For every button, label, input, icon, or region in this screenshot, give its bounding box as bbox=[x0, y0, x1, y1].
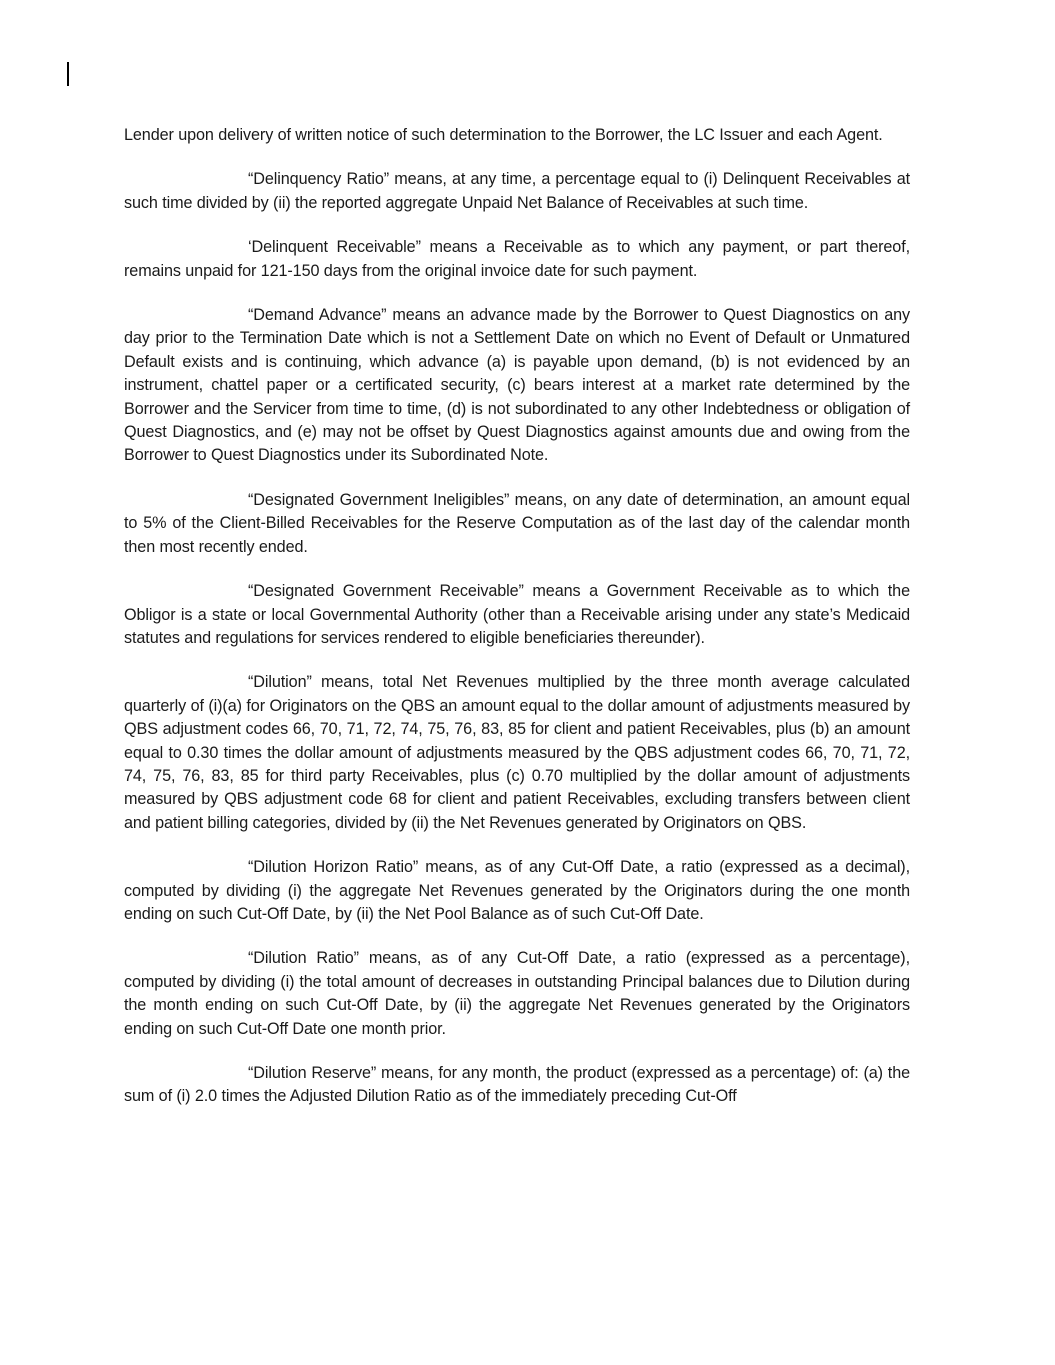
definition-demand-advance: “Demand Advance” means an advance made by the Borrower to Quest Diagnostics on any day prior to the Termination Date which is not a Settlement Date on which no Event of Default or Unmatured Default exists and is continuing, which advance (a) is payable upon demand, (b) is not evidenced by an instrument, chattel paper or a certificated security, (c) bears interest at a market rate determined by the Borrower and the Servicer from time to time, (d) is not subordinated to any other Indebtedness or obligation of Quest Diagnostics, and (e) may not be offset by Quest Diagnostics against amounts due and owing from the Borrower to Quest Diagnostics under its Subordinated Note. bbox=[124, 306, 910, 465]
document-body bbox=[124, 124, 910, 1109]
definition-dilution: “Dilution” means, total Net Revenues multiplied by the three month average calculated quarterly of (i)(a) for Originators on the QBS an amount equal to the dollar amount of adjustments measured by QBS adjustment codes 66, 70, 71, 72, 74, 75, 76, 83, 85 for client and patient Receivables, plus (b) an amount equal to 0.30 times the dollar amount of adjustments measured by the QBS adjustment codes 66, 70, 71, 72, 74, 75, 76, 83, 85 for third party Receivables, plus (c) 0.70 multiplied by the dollar amount of adjustments measured by QBS adjustment code 68 for client and patient Receivables, excluding transfers between client and patient billing categories, divided by (ii) the Net Revenues generated by Originators on QBS. bbox=[124, 673, 910, 832]
definition-dilution-ratio: “Dilution Ratio” means, as of any Cut-Off Date, a ratio (expressed as a percentage), computed by dividing (i) the total amount of decreases in outstanding Principal balances due to Dilution during the month ending on such Cut-Off Date, by (ii) the aggregate Net Revenues generated by the Originators ending on such Cut-Off Date one month prior. bbox=[124, 949, 910, 1038]
definition-dilution-horizon-ratio: “Dilution Horizon Ratio” means, as of any Cut-Off Date, a ratio (expressed as a decimal), computed by dividing (i) the aggregate Net Revenues generated by the Originators during the one month ending on such Cut-Off Date, by (ii) the Net Pool Balance as of such Cut-Off Date. bbox=[124, 858, 910, 923]
text-cursor bbox=[67, 62, 69, 86]
definition-designated-government-receivable: “Designated Government Receivable” means a Government Receivable as to which the Obligor is a state or local Governmental Authority (other than a Receivable arising under any state’s Medicaid statutes and regulations for services rendered to eligible beneficiaries thereunder). bbox=[124, 582, 910, 647]
definition-delinquency-ratio: “Delinquency Ratio” means, at any time, a percentage equal to (i) Delinquent Receivables at such time divided by (ii) the reported aggregate Unpaid Net Balance of Receivables at such time. bbox=[124, 170, 910, 212]
definition-delinquent-receivable: ‘Delinquent Receivable” means a Receivable as to which any payment, or part thereof, remains unpaid for 121-150 days from the original invoice date for such payment. bbox=[124, 238, 910, 280]
definition-dilution-reserve: “Dilution Reserve” means, for any month, the product (expressed as a percentage) of: (a) the sum of (i) 2.0 times the Adjusted Dilution Ratio as of the immediately preceding Cut-Off bbox=[124, 1064, 910, 1106]
definition-designated-government-ineligibles: “Designated Government Ineligibles” means, on any date of determination, an amount equal to 5% of the Client-Billed Receivables for the Reserve Computation as of the last day of the calendar month then most recently ended. bbox=[124, 490, 910, 556]
paragraph-continuation: Lender upon delivery of written notice of such determination to the Borrower, the LC Issuer and each Agent. bbox=[124, 126, 883, 144]
